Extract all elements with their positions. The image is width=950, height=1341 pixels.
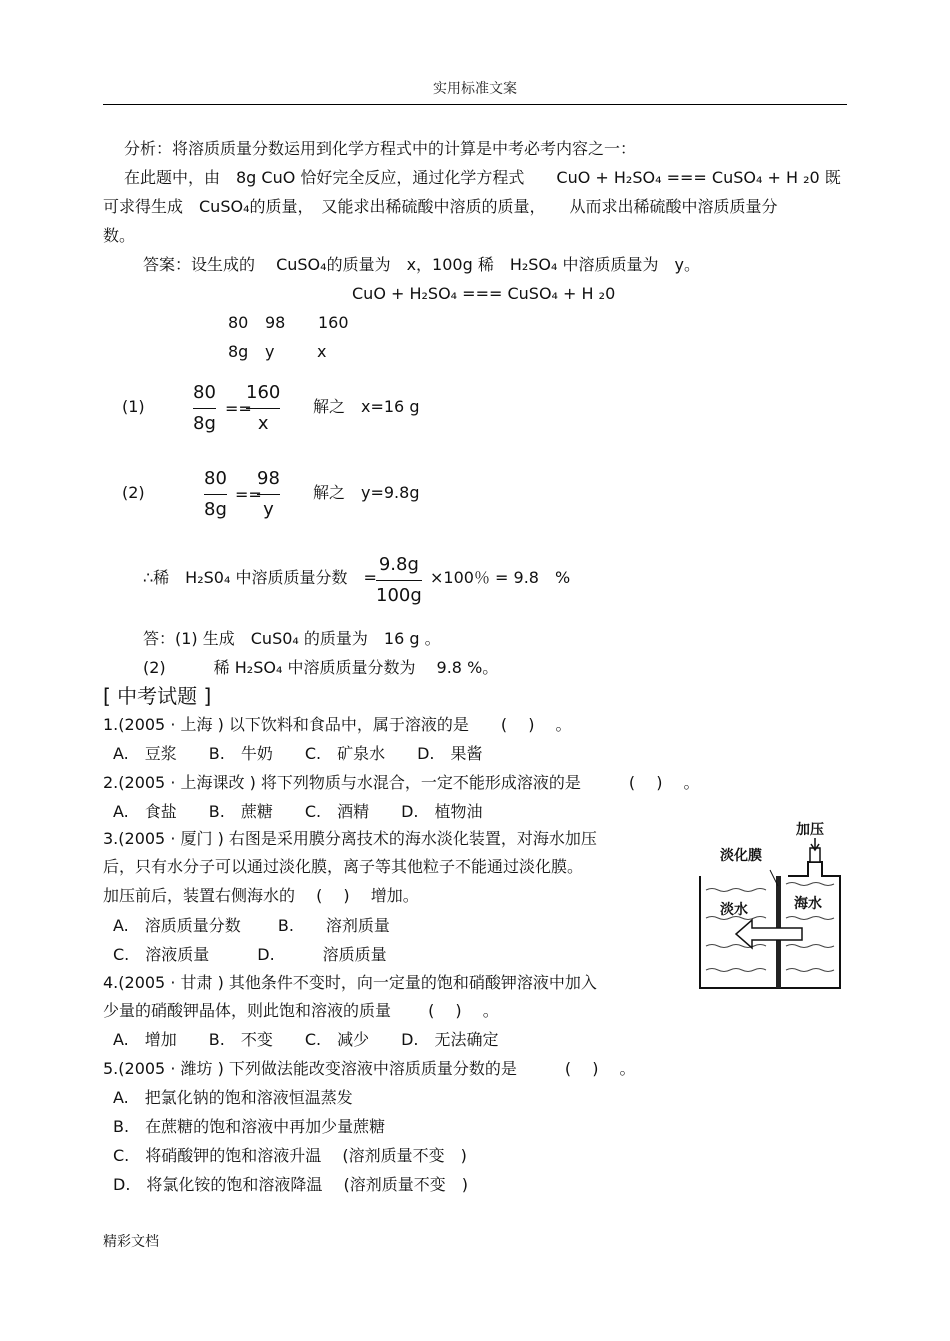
step1-fraction-left bbox=[193, 382, 216, 435]
header-rule bbox=[103, 104, 847, 105]
question-3-options-2: C. 溶液质量 D. 溶质质量 bbox=[113, 945, 387, 964]
question-2-options: A. 食盐 B. 蔗糖 C. 酒精 D. 植物油 bbox=[113, 802, 483, 821]
var-y: y bbox=[265, 342, 275, 361]
analysis-line-1: 分析：将溶质质量分数运用到化学方程式中的计算是中考必考内容之一： bbox=[124, 139, 637, 158]
step2-result: 解之 y=9.8g bbox=[313, 483, 420, 502]
question-3-stem-3: 加压前后，装置右侧海水的 ( ) 增加。 bbox=[103, 886, 419, 905]
molar-mass-cuo: 80 bbox=[228, 313, 249, 332]
mass-cuo: 8g bbox=[228, 342, 249, 361]
question-3-stem-2: 后，只有水分子可以通过淡化膜，离子等其他粒子不能通过淡化膜。 bbox=[103, 857, 584, 876]
label-fresh-water: 淡水 bbox=[720, 902, 748, 918]
percentage-fraction bbox=[376, 554, 422, 607]
analysis-line-3: 可求得生成 CuSO₄的质量， 又能求出稀硫酸中溶质的质量， 从而求出稀硫酸中溶质质量分 bbox=[103, 197, 778, 216]
question-4-options: A. 增加 B. 不变 C. 减少 D. 无法确定 bbox=[113, 1030, 499, 1049]
percentage-den: 100g bbox=[376, 585, 422, 606]
page-footer: 精彩文档 bbox=[103, 1234, 159, 1250]
question-5-option-c: C. 将硝酸钾的饱和溶液升温 (溶剂质量不变 ) bbox=[113, 1146, 467, 1165]
percentage-num: 9.8g bbox=[378, 554, 419, 575]
step1-num1: 80 bbox=[193, 382, 216, 403]
step1-num2: 160 bbox=[246, 382, 281, 403]
desalination-diagram bbox=[698, 818, 842, 990]
conclusion-2: (2) 稀 H₂SO₄ 中溶质质量分数为 9.8 %。 bbox=[143, 658, 499, 677]
step1-label: (1) bbox=[122, 397, 145, 416]
fraction-prefix: ∴稀 H₂S0₄ 中溶质质量分数 = bbox=[143, 568, 377, 587]
question-4-stem-2: 少量的硝酸钾晶体，则此饱和溶液的质量 ( ) 。 bbox=[103, 1001, 499, 1020]
question-3-stem-1: 3.(2005 · 厦门 ) 右图是采用膜分离技术的海水淡化装置，对海水加压 bbox=[103, 829, 597, 848]
var-x: x bbox=[317, 342, 327, 361]
label-pressure: 加压 bbox=[796, 822, 824, 838]
section-title: [ 中考试题 ] bbox=[103, 684, 212, 708]
question-5-option-b: B. 在蔗糖的饱和溶液中再加少量蔗糖 bbox=[113, 1117, 386, 1136]
question-1-options: A. 豆浆 B. 牛奶 C. 矿泉水 D. 果酱 bbox=[113, 744, 483, 763]
label-membrane: 淡化膜 bbox=[720, 848, 762, 864]
question-4-stem-1: 4.(2005 · 甘肃 ) 其他条件不变时，向一定量的饱和硝酸钾溶液中加入 bbox=[103, 973, 597, 992]
analysis-line-2: 在此题中，由 8g CuO 恰好完全反应，通过化学方程式 CuO + H₂SO₄ === CuSO₄ + H ₂0 既 bbox=[124, 168, 841, 187]
fraction-suffix: ×100％ = 9.8 % bbox=[430, 568, 571, 587]
step1-den2: x bbox=[257, 413, 269, 434]
question-5-option-a: A. 把氯化钠的饱和溶液恒温蒸发 bbox=[113, 1088, 353, 1107]
step1-den1: 8g bbox=[193, 413, 216, 434]
question-1-stem: 1.(2005 · 上海 ) 以下饮料和食品中，属于溶液的是 ( ) 。 bbox=[103, 715, 572, 734]
step2-den1: 8g bbox=[204, 499, 227, 520]
step2-fraction-right bbox=[257, 468, 280, 521]
molar-mass-cuso4: 160 bbox=[318, 313, 349, 332]
step2-den2: y bbox=[263, 499, 274, 520]
question-5-stem: 5.(2005 · 潍坊 ) 下列做法能改变溶液中溶质质量分数的是 ( ) 。 bbox=[103, 1059, 636, 1078]
step1-result: 解之 x=16 g bbox=[313, 397, 420, 416]
step1-equals: == bbox=[225, 399, 252, 418]
molar-mass-h2so4: 98 bbox=[265, 313, 286, 332]
step2-num1: 80 bbox=[204, 468, 227, 489]
question-2-stem: 2.(2005 · 上海课改 ) 将下列物质与水混合，一定不能形成溶液的是 ( ) 。 bbox=[103, 773, 700, 792]
step2-label: (2) bbox=[122, 483, 145, 502]
answer-intro: 答案：设生成的 CuSO₄的质量为 x，100g 稀 H₂SO₄ 中溶质质量为 y。 bbox=[143, 255, 700, 274]
step2-fraction-left bbox=[204, 468, 227, 521]
step1-fraction-right bbox=[246, 382, 280, 435]
step2-num2: 98 bbox=[257, 468, 280, 489]
analysis-line-4: 数。 bbox=[103, 226, 136, 245]
conclusion-1: 答：(1) 生成 CuS0₄ 的质量为 16 g 。 bbox=[143, 629, 441, 648]
reaction-equation: CuO + H₂SO₄ === CuSO₄ + H ₂0 bbox=[352, 284, 616, 303]
page-header: 实用标准文案 bbox=[433, 81, 517, 97]
question-5-option-d: D. 将氯化铵的饱和溶液降温 (溶剂质量不变 ) bbox=[113, 1175, 468, 1194]
desalination-figure bbox=[698, 818, 842, 990]
question-3-options-1: A. 溶质质量分数 B. 溶剂质量 bbox=[113, 916, 390, 935]
step2-equals: == bbox=[235, 485, 262, 504]
label-sea-water: 海水 bbox=[794, 896, 822, 912]
